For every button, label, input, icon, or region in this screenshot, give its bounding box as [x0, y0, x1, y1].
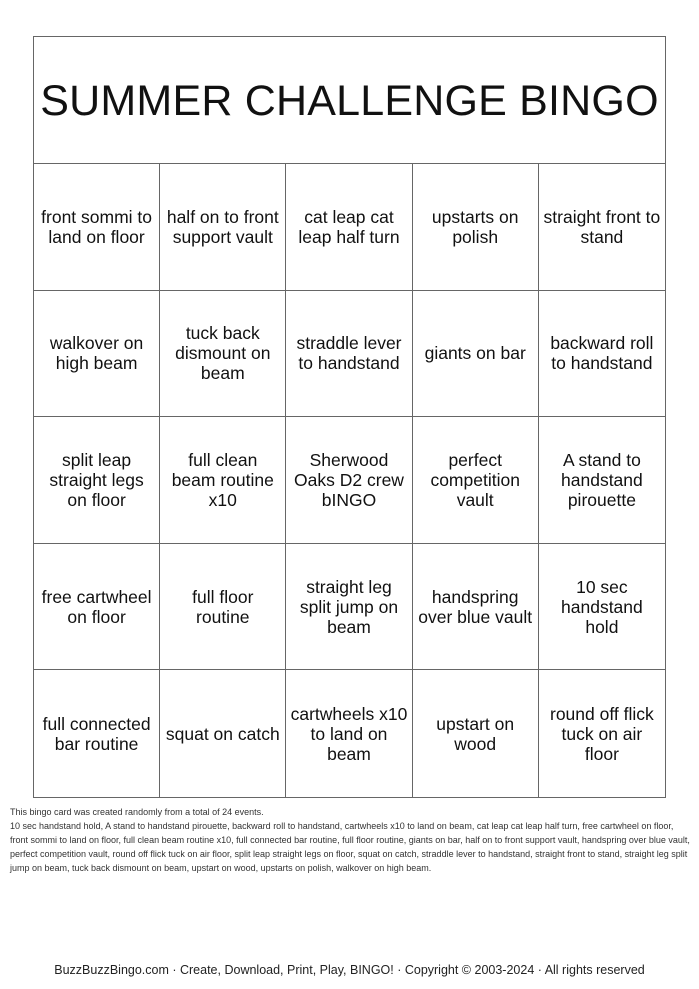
events-list: 10 sec handstand hold, A stand to handstand pirouette, backward roll to handstand, cartwheels x10 to land on beam, cat leap cat leap half turn, free cartwheel on floor, front sommi to land on floor, full clean beam routine x10, full connected bar routine, full floor routine, giants on bar, half on to front support vault, handspring over blue vault, perfect competition vault, round off flick tuck on air floor, split leap straight legs on floor, squat on catch, straddle lever to handstand, straight front to stand, straight leg split jump on beam, tuck back dismount on beam, upstart on wood, upstarts on polish, walkover on high beam. — [10, 821, 690, 873]
bingo-cell: walkover on high beam — [34, 291, 160, 418]
bingo-cell: backward roll to handstand — [539, 291, 665, 418]
bingo-cell: cat leap cat leap half turn — [286, 164, 412, 291]
bingo-cell: straddle lever to handstand — [286, 291, 412, 418]
bingo-cell: straight leg split jump on beam — [286, 544, 412, 671]
bingo-cell: split leap straight legs on floor — [34, 417, 160, 544]
bingo-cell: tuck back dismount on beam — [160, 291, 286, 418]
card-title: SUMMER CHALLENGE BINGO — [40, 76, 659, 125]
bingo-cell: round off flick tuck on air floor — [550, 703, 654, 764]
bingo-cell: perfect competition vault — [413, 417, 539, 544]
bingo-cell: handspring over blue vault — [413, 544, 539, 671]
bingo-cell: A stand to handstand pirouette — [539, 417, 665, 544]
card-summary: This bingo card was created randomly from a total of 24 events. — [10, 807, 264, 817]
bingo-cell: full clean beam routine x10 — [160, 417, 286, 544]
bingo-card — [33, 36, 666, 798]
bingo-cell: full floor routine — [160, 544, 286, 671]
card-info — [10, 805, 692, 875]
title-row — [34, 37, 665, 164]
bingo-cell: upstart on wood — [413, 670, 539, 797]
bingo-cell: cartwheels x10 to land on beam — [286, 670, 412, 797]
free-space-cell: Sherwood Oaks D2 crew bINGO — [286, 417, 412, 544]
bingo-cell: giants on bar — [413, 291, 539, 418]
bingo-cell: full connected bar routine — [34, 670, 160, 797]
bingo-cell: 10 sec handstand hold — [539, 544, 665, 671]
bingo-cell: front sommi to land on floor — [34, 164, 160, 291]
bingo-cell: upstarts on polish — [413, 164, 539, 291]
footer-copyright: BuzzBuzzBingo.com · Create, Download, Print, Play, BINGO! · Copyright © 2003-2024 · All rights reserved — [54, 963, 645, 977]
bingo-cell: free cartwheel on floor — [34, 544, 160, 671]
bingo-cell: squat on catch — [160, 670, 286, 797]
bingo-cell: straight front to stand — [539, 164, 665, 291]
bingo-grid — [34, 164, 665, 797]
bingo-cell: half on to front support vault — [160, 164, 286, 291]
